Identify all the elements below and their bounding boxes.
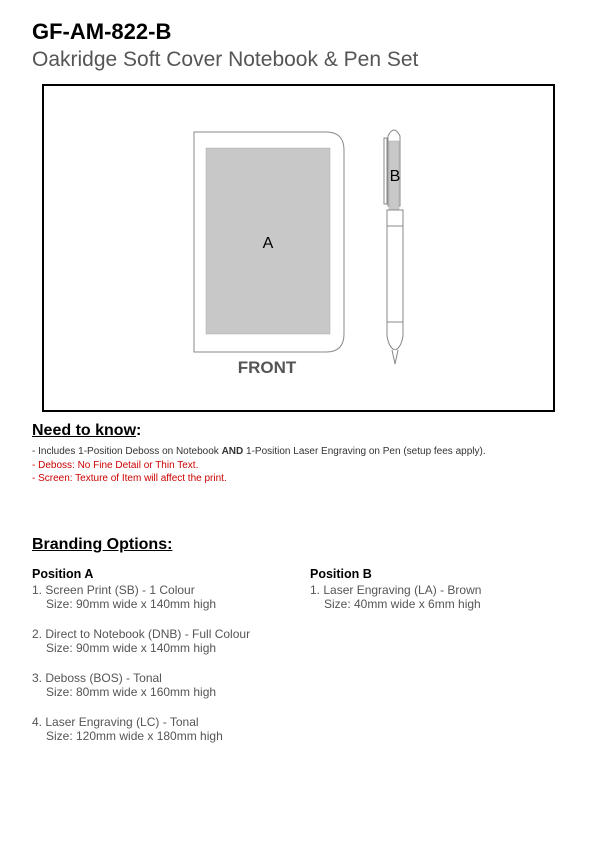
position-b-label: B [389, 168, 401, 185]
pen-drawing [384, 130, 403, 364]
note-includes: - Includes 1-Position Deboss on Notebook AND 1-Position Laser Engraving on Pen (setup fees apply). [32, 446, 486, 457]
branding-options-heading: Branding Options: [32, 536, 173, 553]
need-to-know-heading: Need to know: [32, 422, 142, 439]
product-code: GF-AM-822-B [32, 19, 172, 44]
position-a-option: 3. Deboss (BOS) - Tonal Size: 80mm wide x 160mm high [32, 671, 217, 699]
position-a-option: 2. Direct to Notebook (DNB) - Full Colour Size: 90mm wide x 140mm high [32, 627, 251, 655]
position-a-option: 4. Laser Engraving (LC) - Tonal Size: 120mm wide x 180mm high [32, 715, 223, 743]
position-b-option: 1. Laser Engraving (LA) - Brown Size: 40mm wide x 6mm high [310, 583, 482, 611]
note-screen-warning: - Screen: Texture of Item will affect the print. [32, 473, 227, 484]
notebook-pen-drawing [44, 86, 553, 410]
position-a-option: 1. Screen Print (SB) - 1 Colour Size: 90mm wide x 140mm high [32, 583, 217, 611]
position-a-label: A [262, 235, 274, 252]
position-a-title: Position A [32, 567, 94, 581]
note-deboss-warning: - Deboss: No Fine Detail or Thin Text. [32, 460, 199, 471]
product-illustration [42, 84, 555, 412]
product-title: Oakridge Soft Cover Notebook & Pen Set [32, 48, 419, 71]
front-label: FRONT [237, 358, 297, 377]
position-b-title: Position B [310, 567, 372, 581]
